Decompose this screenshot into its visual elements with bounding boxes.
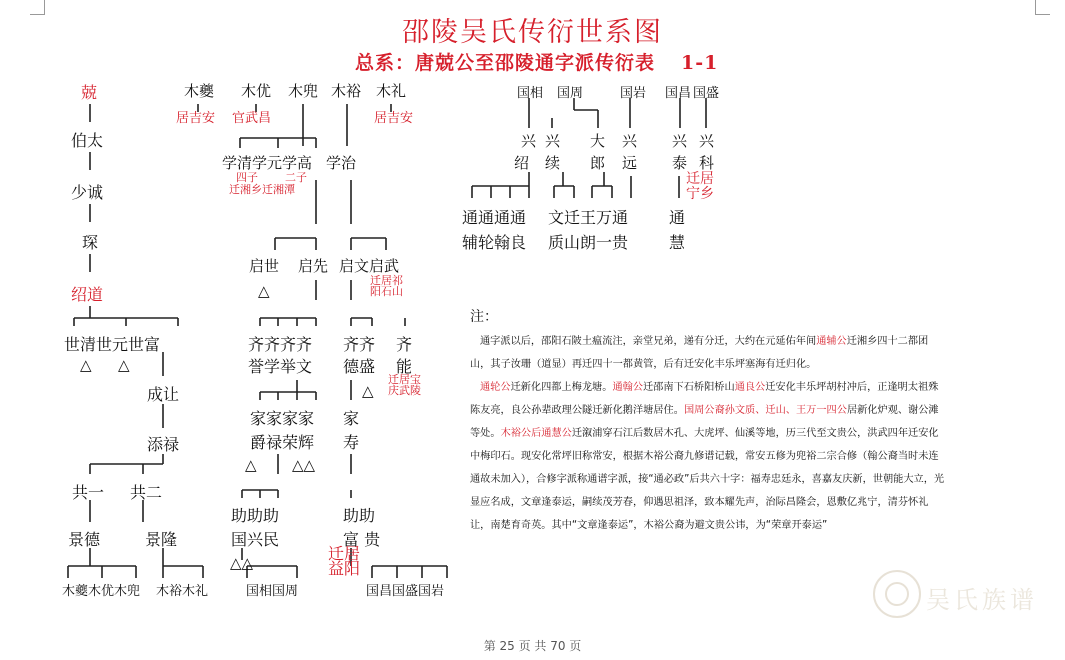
gen-guozhou: 国周 — [557, 86, 584, 101]
gen-tong-row2b: 质山朗一贵 — [548, 233, 629, 252]
gen-guoxiang-row: 国相国周 — [246, 584, 299, 599]
note-yiyang: 迁居益阳 — [328, 544, 361, 578]
gen-chengrang: 成让 — [147, 385, 180, 404]
gen-tong-c: 通 — [669, 208, 686, 227]
gen-xue-row: 学清学元学高 — [222, 154, 313, 172]
branch-end-marker: △ — [258, 282, 270, 300]
gen-qixian: 启先 — [298, 257, 329, 275]
gen-mukui-row: 木夔木优木兜 — [62, 584, 141, 599]
gen-shiqing-row: 世清世元世富 — [64, 335, 161, 354]
gen-jing: 兢 — [81, 83, 98, 102]
gen-zhu-row2: 国兴民 — [231, 530, 280, 549]
note-qiyang: 迁居祁阳石山 — [370, 274, 403, 298]
gen-tianlu: 添禄 — [147, 435, 180, 454]
gen-jinglong: 景隆 — [145, 530, 178, 549]
gen-jingde: 景德 — [68, 530, 101, 549]
gen-qi-row1: 齐齐齐齐 — [248, 335, 313, 354]
note-sizi: 四子 — [236, 171, 258, 184]
gen-xing-5: 兴 — [699, 132, 715, 150]
gen-tong-row1b: 文迁王万通 — [548, 208, 629, 227]
gen-qishi: 启世 — [249, 257, 280, 275]
gen-tong-row1: 通通通通 — [462, 208, 527, 227]
gen-qi-row2b: 德盛 — [343, 357, 376, 376]
document-title: 邵陵吴氏传衍世系图 — [402, 17, 663, 48]
gen-guoyan: 国岩 — [620, 86, 647, 101]
gen-zhu-row2b: 富 贵 — [343, 530, 381, 549]
branch-end-marker: △ — [245, 456, 257, 474]
branch-end-marker: △ — [118, 356, 130, 374]
gen-guosheng: 国盛 — [693, 86, 720, 101]
gen-mukui: 木夔 — [184, 82, 215, 100]
highlighted-name: 国周公裔孙文质、迁山、王万一四公 — [683, 405, 847, 416]
note-baoqing: 迁居宝庆武陵 — [388, 373, 421, 397]
gen-da: 大 — [590, 132, 606, 150]
gen-guochang: 国昌 — [665, 86, 692, 101]
gen-qi-row2c: 能 — [396, 357, 413, 376]
gen-xuezhi: 学治 — [326, 154, 357, 172]
highlighted-name: 通轮公 — [480, 382, 511, 393]
note-text: 通字派以后，邵阳石陂土瘟流注，亲堂兄弟，递有分迁，大约在元延佑年间 — [480, 336, 817, 347]
note-text: 迁湘乡四十二都团山，其子汝珊（道显）再迁四十一都黄管，后有迁安化丰乐坪塞海有迁归化。 — [470, 336, 929, 370]
note-erzi: 二子 — [285, 171, 307, 184]
highlighted-name: 木裕公后通慧公 — [500, 428, 572, 439]
branch-end-marker: △△ — [292, 456, 316, 474]
gen-qiwen-row: 启文启武 — [339, 257, 400, 275]
gen-chen: 琛 — [82, 233, 99, 252]
gen-qi-row2: 誉学举文 — [248, 357, 313, 376]
note-xiang-migration: 迁湘乡迁湘潭 — [229, 183, 295, 196]
table-code: 1-1 — [681, 52, 719, 74]
notes-body — [470, 330, 948, 537]
watermark-seal-icon — [873, 570, 921, 618]
gen-tai: 泰 — [672, 154, 688, 172]
gen-jia-row1b: 家 — [343, 409, 360, 428]
gen-ke: 科 — [699, 154, 715, 172]
gen-jia-row2b: 寿 — [343, 433, 360, 452]
gen-xu: 续 — [545, 154, 561, 172]
gen-jia-row2: 爵禄荣辉 — [250, 433, 315, 452]
gen-shao: 绍 — [514, 154, 530, 172]
gen-muyu: 木裕 — [331, 82, 362, 100]
gen-gongyi: 共一 — [72, 483, 105, 502]
note-ju-jian: 居吉安 — [176, 111, 216, 126]
branch-end-marker: △ — [80, 356, 92, 374]
gen-guoxiang: 国相 — [517, 86, 544, 101]
gen-qi-row1c: 齐 — [396, 335, 413, 354]
gen-shaocheng: 少诚 — [71, 183, 104, 202]
gen-yuan: 远 — [622, 154, 638, 172]
note-text: 迁邵南下石桥阳桥山 — [643, 382, 735, 393]
gen-mudou: 木兜 — [288, 82, 319, 100]
branch-end-marker: △△ — [230, 554, 254, 572]
page-footer: 第 25 页 共 70 页 — [483, 639, 582, 653]
notes-paragraph — [470, 376, 948, 537]
highlighted-name: 通翰公 — [612, 382, 643, 393]
gen-xing-3: 兴 — [622, 132, 638, 150]
note-ningxiang: 迁居宁乡 — [686, 171, 714, 202]
gen-muyu-row: 木裕木礼 — [156, 584, 209, 599]
gen-muyou: 木优 — [241, 82, 272, 100]
highlighted-name: 通辅公 — [816, 336, 847, 347]
notes-paragraph — [470, 330, 948, 376]
gen-gonger: 共二 — [130, 483, 163, 502]
highlighted-name: 通良公 — [734, 382, 766, 393]
notes-heading: 注： — [470, 309, 498, 325]
gen-xing-1: 兴 — [521, 132, 537, 150]
note-ju-jian: 居吉安 — [374, 111, 414, 126]
gen-muli: 木礼 — [376, 82, 407, 100]
gen-xing-4: 兴 — [672, 132, 688, 150]
gen-guochang-row: 国昌国盛国岩 — [366, 584, 445, 599]
gen-qi-row1b: 齐齐 — [343, 335, 376, 354]
subtitle-text: 总系：唐兢公至邵陵通字派传衍表 — [355, 52, 656, 74]
branch-end-marker: △ — [362, 382, 374, 400]
gen-lang: 郎 — [590, 154, 606, 172]
gen-zhu-row1: 助助助 — [231, 506, 280, 525]
note-text: 迁安化丰乐坪胡村冲后，正逢明太祖殊陈友亮，良公孙辈政理公隧迁新化鹅洋塘居住。 — [470, 382, 939, 416]
note-text: 迁新化四都上梅龙塘。 — [510, 382, 613, 393]
note-text: 居新化炉观、谢公滩等处。 — [470, 405, 939, 439]
gen-xing-2: 兴 — [545, 132, 561, 150]
watermark-text: 吴氏族谱 — [926, 586, 1038, 614]
gen-shaodao: 绍道 — [71, 285, 104, 304]
gen-botai: 伯太 — [71, 131, 104, 150]
gen-tong-row2: 辅轮翰良 — [462, 233, 527, 252]
gen-jia-row1: 家家家家 — [250, 409, 315, 428]
gen-zhu-row1b: 助助 — [343, 506, 376, 525]
gen-hui: 慧 — [669, 233, 686, 252]
note-text: 迁溆浦穿石江后数居木孔、大虎坪、仙溪等地，历三代至文贵公，洪武四年迁安化中梅印石。现安化常坪旧称常安，根据木裕公裔九修谱记载，常安五修为兜裕二宗合修（翰公裔当时未连通故未加入），合修字派称通谱字派，接“通必政”后共六十字：福寿忠廷永，喜嘉友庆新，世朝能大立，光显应名成，文章逢泰运，嗣续茂芳春，仰遇思祖泽，致本耀先声，治际昌隆会，恩敷亿兆宁，清芬怀礼让，南楚育奇英。其中“文章逢泰运”，木裕公裔为避文贵公讳，为“荣章开泰运” — [470, 428, 945, 531]
note-guan-wuchang: 官武昌 — [232, 111, 272, 126]
